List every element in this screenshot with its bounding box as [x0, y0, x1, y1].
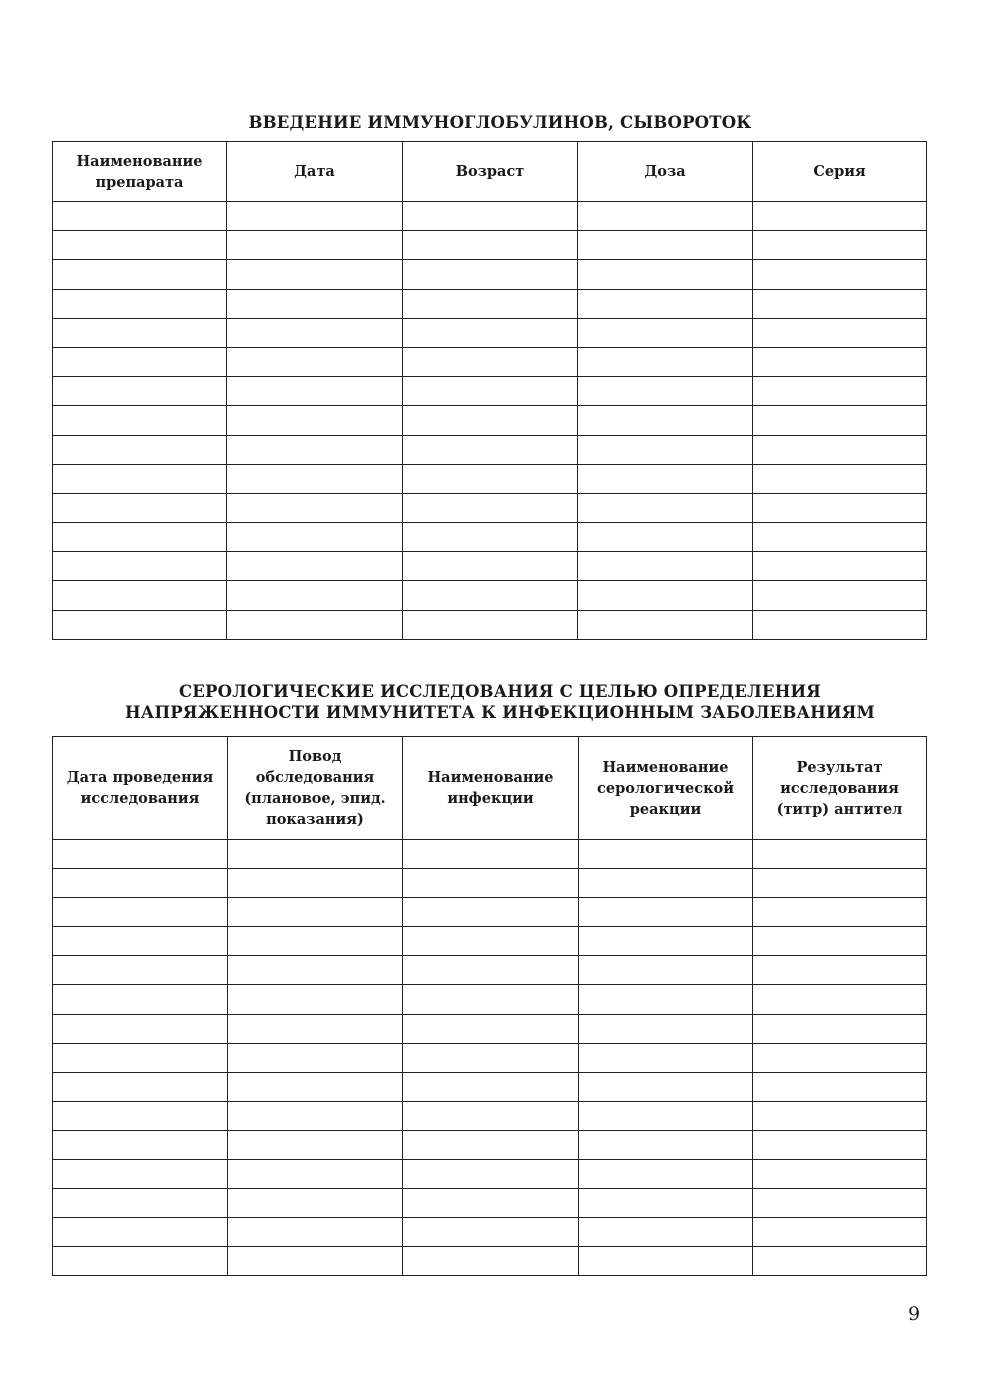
table-cell[interactable]	[53, 956, 228, 985]
table-cell[interactable]	[53, 610, 227, 639]
table-cell[interactable]	[227, 523, 403, 552]
table-cell[interactable]	[753, 377, 927, 406]
table-cell[interactable]	[53, 406, 227, 435]
table-cell[interactable]	[753, 406, 927, 435]
table-row	[53, 610, 927, 639]
table-cell[interactable]	[578, 552, 753, 581]
table-cell[interactable]	[227, 377, 403, 406]
table-cell[interactable]	[53, 1160, 228, 1189]
table-cell[interactable]	[228, 1101, 403, 1130]
table-cell[interactable]	[578, 581, 753, 610]
table-cell[interactable]	[53, 289, 227, 318]
table-cell[interactable]	[228, 1218, 403, 1247]
table-cell[interactable]	[228, 985, 403, 1014]
table-cell[interactable]	[579, 956, 753, 985]
table-row	[53, 869, 927, 898]
table-cell[interactable]	[403, 610, 578, 639]
table-cell[interactable]	[403, 1247, 579, 1276]
table-cell[interactable]	[228, 840, 403, 869]
table-cell[interactable]	[227, 289, 403, 318]
col-header-age: Возраст	[403, 142, 578, 202]
immunoglobulins-table	[52, 141, 927, 640]
table-row	[53, 406, 927, 435]
table-cell[interactable]	[53, 1072, 228, 1101]
table-cell[interactable]	[753, 840, 927, 869]
table-cell[interactable]	[753, 1043, 927, 1072]
table-cell[interactable]	[227, 552, 403, 581]
table-cell[interactable]	[753, 202, 927, 231]
table-row	[53, 260, 927, 289]
table-cell[interactable]	[53, 231, 227, 260]
table-cell[interactable]	[403, 552, 578, 581]
table-cell[interactable]	[403, 1189, 579, 1218]
table-cell[interactable]	[753, 318, 927, 347]
table-cell[interactable]	[753, 347, 927, 376]
table-cell[interactable]	[403, 406, 578, 435]
table-cell[interactable]	[53, 1189, 228, 1218]
table-cell[interactable]	[579, 1160, 753, 1189]
table-cell[interactable]	[403, 1218, 579, 1247]
table-row	[53, 1160, 927, 1189]
table-cell[interactable]	[753, 523, 927, 552]
table-cell[interactable]	[753, 231, 927, 260]
table-cell[interactable]	[578, 260, 753, 289]
table-cell[interactable]	[53, 869, 228, 898]
table-cell[interactable]	[403, 523, 578, 552]
table-row	[53, 202, 927, 231]
table-row	[53, 493, 927, 522]
table-cell[interactable]	[403, 377, 578, 406]
table-cell[interactable]	[753, 898, 927, 927]
table-cell[interactable]	[53, 377, 227, 406]
table-cell[interactable]	[578, 289, 753, 318]
table-cell[interactable]	[403, 318, 578, 347]
table-row	[53, 1130, 927, 1159]
table-cell[interactable]	[579, 1247, 753, 1276]
serology-table	[52, 736, 927, 1276]
table-cell[interactable]	[753, 493, 927, 522]
table-cell[interactable]	[578, 406, 753, 435]
table-cell[interactable]	[53, 493, 227, 522]
table-cell[interactable]	[53, 840, 228, 869]
table-row	[53, 1072, 927, 1101]
table-row	[53, 318, 927, 347]
col-header-infection-name: Наименование инфекции	[403, 737, 579, 840]
table-row	[53, 552, 927, 581]
table-cell[interactable]	[53, 318, 227, 347]
table-cell[interactable]	[53, 435, 227, 464]
table-cell[interactable]	[578, 435, 753, 464]
table-row	[53, 1247, 927, 1276]
table-row	[53, 927, 927, 956]
table-cell[interactable]	[228, 927, 403, 956]
table-row	[53, 289, 927, 318]
table-cell[interactable]	[753, 869, 927, 898]
table-cell[interactable]	[578, 231, 753, 260]
col-header-dose: Доза	[578, 142, 753, 202]
table-cell[interactable]	[579, 1043, 753, 1072]
table-cell[interactable]	[579, 1072, 753, 1101]
table-cell[interactable]	[403, 581, 578, 610]
col-header-study-date: Дата проведения исследования	[53, 737, 228, 840]
table-cell[interactable]	[228, 869, 403, 898]
table-row	[53, 898, 927, 927]
serology-title	[0, 681, 1000, 723]
table-cell[interactable]	[579, 1130, 753, 1159]
table-cell[interactable]	[753, 1189, 927, 1218]
table-cell[interactable]	[227, 202, 403, 231]
table-cell[interactable]	[753, 289, 927, 318]
table-cell[interactable]	[578, 347, 753, 376]
table-cell[interactable]	[227, 318, 403, 347]
table-cell[interactable]	[53, 1130, 228, 1159]
table-row	[53, 347, 927, 376]
table-cell[interactable]	[753, 610, 927, 639]
table-cell[interactable]	[753, 1072, 927, 1101]
table-cell[interactable]	[227, 581, 403, 610]
table-row	[53, 435, 927, 464]
table-cell[interactable]	[227, 406, 403, 435]
table-cell[interactable]	[403, 869, 579, 898]
col-header-date: Дата	[227, 142, 403, 202]
table-cell[interactable]	[579, 1218, 753, 1247]
table-cell[interactable]	[403, 347, 578, 376]
table-cell[interactable]	[53, 347, 227, 376]
table-cell[interactable]	[403, 927, 579, 956]
table-cell[interactable]	[753, 435, 927, 464]
table-cell[interactable]	[403, 435, 578, 464]
table-cell[interactable]	[403, 1101, 579, 1130]
table-cell[interactable]	[403, 1160, 579, 1189]
table-cell[interactable]	[403, 1043, 579, 1072]
table-cell[interactable]	[579, 869, 753, 898]
table-row	[53, 1101, 927, 1130]
col-header-drug-name: Наименование препарата	[53, 142, 227, 202]
col-header-antibody-titer: Результат исследования (титр) антител	[753, 737, 927, 840]
table-cell[interactable]	[753, 985, 927, 1014]
table-cell[interactable]	[578, 464, 753, 493]
table-cell[interactable]	[53, 1101, 228, 1130]
table-cell[interactable]	[753, 260, 927, 289]
table-cell[interactable]	[403, 202, 578, 231]
table-cell[interactable]	[228, 956, 403, 985]
table-cell[interactable]	[753, 1014, 927, 1043]
table-cell[interactable]	[579, 1101, 753, 1130]
table-cell[interactable]	[227, 435, 403, 464]
table-row	[53, 840, 927, 869]
table-cell[interactable]	[53, 523, 227, 552]
table-cell[interactable]	[753, 1160, 927, 1189]
table-cell[interactable]	[753, 581, 927, 610]
page-number: 9	[908, 1303, 921, 1325]
table-cell[interactable]	[403, 1014, 579, 1043]
table-cell[interactable]	[753, 464, 927, 493]
table-cell[interactable]	[228, 1247, 403, 1276]
table-cell[interactable]	[579, 1014, 753, 1043]
table-cell[interactable]	[227, 464, 403, 493]
table-cell[interactable]	[53, 927, 228, 956]
table-row	[53, 523, 927, 552]
table-cell[interactable]	[403, 898, 579, 927]
table-cell[interactable]	[578, 523, 753, 552]
table-cell[interactable]	[579, 927, 753, 956]
table-cell[interactable]	[53, 1218, 228, 1247]
table-cell[interactable]	[53, 1014, 228, 1043]
table-cell[interactable]	[227, 493, 403, 522]
table-cell[interactable]	[403, 1072, 579, 1101]
table-cell[interactable]	[403, 289, 578, 318]
table-cell[interactable]	[53, 260, 227, 289]
table-cell[interactable]	[227, 347, 403, 376]
table-cell[interactable]	[53, 581, 227, 610]
table-cell[interactable]	[227, 610, 403, 639]
table-cell[interactable]	[53, 898, 228, 927]
table-cell[interactable]	[403, 956, 579, 985]
table-row	[53, 1189, 927, 1218]
table-cell[interactable]	[403, 493, 578, 522]
table-row	[53, 1043, 927, 1072]
table-cell[interactable]	[753, 1247, 927, 1276]
table-cell[interactable]	[753, 552, 927, 581]
immunoglobulins-title: ВВЕДЕНИЕ ИММУНОГЛОБУЛИНОВ, СЫВОРОТОК	[248, 113, 752, 132]
serology-title-line1: СЕРОЛОГИЧЕСКИЕ ИССЛЕДОВАНИЯ С ЦЕЛЬЮ ОПРЕДЕЛЕНИЯ	[178, 682, 822, 701]
table-cell[interactable]	[53, 1247, 228, 1276]
table-cell[interactable]	[578, 318, 753, 347]
table-cell[interactable]	[753, 927, 927, 956]
table-cell[interactable]	[403, 840, 579, 869]
table-cell[interactable]	[228, 898, 403, 927]
table-cell[interactable]	[228, 1130, 403, 1159]
table-cell[interactable]	[403, 260, 578, 289]
table-row	[53, 231, 927, 260]
table-cell[interactable]	[753, 1218, 927, 1247]
table-cell[interactable]	[403, 985, 579, 1014]
table-cell[interactable]	[228, 1043, 403, 1072]
table-cell[interactable]	[403, 1130, 579, 1159]
table-cell[interactable]	[227, 231, 403, 260]
table-cell[interactable]	[53, 202, 227, 231]
table-cell[interactable]	[53, 464, 227, 493]
table-cell[interactable]	[403, 231, 578, 260]
table-cell[interactable]	[228, 1160, 403, 1189]
table-cell[interactable]	[578, 493, 753, 522]
table-row	[53, 985, 927, 1014]
table-cell[interactable]	[579, 840, 753, 869]
table-cell[interactable]	[579, 1189, 753, 1218]
table-row	[53, 581, 927, 610]
table-cell[interactable]	[578, 610, 753, 639]
table-cell[interactable]	[228, 1072, 403, 1101]
table-cell[interactable]	[403, 464, 578, 493]
col-header-reaction-name: Наименование серологической реакции	[579, 737, 753, 840]
table-cell[interactable]	[753, 1101, 927, 1130]
table-row	[53, 377, 927, 406]
serology-title-line2: НАПРЯЖЕННОСТИ ИММУНИТЕТА К ИНФЕКЦИОННЫМ ЗАБОЛЕВАНИЯМ	[125, 703, 875, 722]
table-cell[interactable]	[579, 985, 753, 1014]
table-cell[interactable]	[578, 377, 753, 406]
table-row	[53, 1014, 927, 1043]
table-cell[interactable]	[53, 552, 227, 581]
table-row	[53, 956, 927, 985]
table-cell[interactable]	[753, 1130, 927, 1159]
col-header-exam-reason: Повод обследования (плановое, эпид. показания)	[228, 737, 403, 840]
col-header-series: Серия	[753, 142, 927, 202]
header-row	[53, 142, 927, 202]
table-cell[interactable]	[227, 260, 403, 289]
table-row	[53, 1218, 927, 1247]
header-row	[53, 737, 927, 840]
table-cell[interactable]	[753, 956, 927, 985]
table-cell[interactable]	[578, 202, 753, 231]
table-cell[interactable]	[579, 898, 753, 927]
table-cell[interactable]	[228, 1014, 403, 1043]
table-row	[53, 464, 927, 493]
table-cell[interactable]	[53, 1043, 228, 1072]
table-cell[interactable]	[228, 1189, 403, 1218]
table-cell[interactable]	[53, 985, 228, 1014]
